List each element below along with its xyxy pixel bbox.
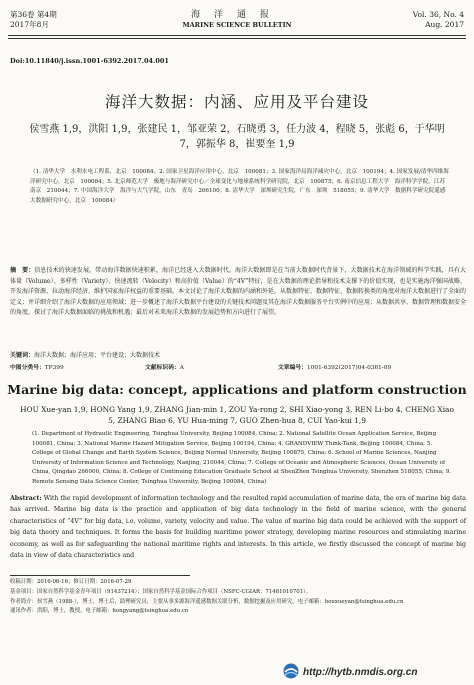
volume-issue-cn: 第36卷 第4期 (10, 10, 57, 19)
affiliations-cn: （1. 清华大学 水利水电工程系，北京 100084；2. 国家卫星海洋应用中心，北京 100081；3. 国家海洋局海洋减灾中心，北京 100194；4. 国家发展/清华四维海洋研究中心，北京 100084；5. 北京师范大学 极地与海洋研究中心／全球变化与地球系统科学研究院，北京 100875；6. 南京信息工程大学 海洋科学学院，江苏 南京 210044；7. 中国海洋大学 海洋与大气学院，山东 青岛 266100；8. 清华大学 深圳研究生院，广东 深圳 518055；9. 清华大学 数据科学研究院遥感大数据研究中心，北京 100084） (30, 169, 451, 204)
journal-name-cn: 海洋通报 (190, 10, 283, 20)
title-cn: 海洋大数据：内涵、应用及平台建设 (104, 93, 369, 111)
clc-number: 中图分类号：TP399 (10, 365, 64, 371)
watermark (282, 662, 468, 680)
abstract-en-label: Abstract: (10, 495, 42, 502)
article-number: 文章编号：1001-6392(2017)04-0361-09 (278, 365, 392, 371)
footnote-corresponding: 通讯作者：洪阳，博士，教授。电子邮箱：hongyang@tsinghua.edu.cn (10, 608, 189, 615)
affiliations-en: (1. Department of Hydraulic Engineering, Tsinghua University, Beijing 100084, China; 2. National Satellite Ocean Application Service, Beijing 100081, China; 3. National Marine Hazard Mitigation Service, Beijing 100194, China; 4. GRANDVIEW Think-Tank, Beijing 100084, China; 5. College of Global Change and Earth System Science, Beijing Normal University, Beijing 100875, China; 6. School of Marine Sciences, Nanjing University of Information Science and Technology, Nanjing, 210044, China; 7. College of Oceanic and Atmospheric Sciences, Ocean University of China, Qingdao 266000, China; 8. College of Continuing Education Graduate School at ShenZhen Tsinghua University, Shenzhen 518055, China; 9. Remote Sensing Data Science Center, Tsinghua University, Beijing 100084, China) (32, 431, 452, 485)
header-rule-2 (8, 38, 466, 39)
doi: Doi:10.11840/j.issn.1001-6392.2017.04.001 (10, 57, 169, 65)
watermark-logo-icon (284, 664, 299, 679)
authors-en: HOU Xue-yan 1,9, HONG Yang 1,9, ZHANG Jian-min 1, ZOU Ya-rong 2, SHI Xiao-yong 3, REN Li-bo 4, CHENG Xiao 5, ZHANG Biao 6, YU Hua-ming 7, GUO Zhen-hua 8, CUI Yao-kui 1,9 (20, 405, 454, 425)
volume-issue-en: Vol. 36, No. 4 (412, 10, 464, 19)
footnote-received: 收稿日期：2016-06-16；修订日期：2016-07-29 (10, 579, 132, 585)
footnote-funding: 基金项目：国家自然科学基金青年项目（91437214）；国家自然科学基金国际合作项目（NSFC-CGIAR：71461010701）。 (10, 588, 312, 595)
journal-name-en: MARINE SCIENCE BULLETIN (182, 21, 292, 29)
abstract-cn-label: 摘 要： (10, 267, 35, 274)
document-code: 文献标识码：A (145, 365, 184, 371)
journal-title-block (0, 9, 474, 30)
keywords-cn (10, 350, 466, 359)
footnote-rule (10, 575, 190, 576)
abstract-cn (10, 266, 466, 319)
abstract-en (10, 493, 466, 561)
footnote-author-bio: 作者简介：侯雪燕（1988-），博士，博士后，助理研究员，主要从事多源海洋遥感数据关联分析，数据挖掘及应用研究。电子邮箱：houxueyan@tsinghua.edu.cn (10, 598, 404, 605)
date-cn: 2017年8月 (10, 20, 49, 29)
keywords-cn-label: 关键词： (10, 352, 35, 359)
title-en: Marine big data: concept, applications and platform construction (7, 382, 467, 397)
header-right (413, 10, 464, 30)
abstract-cn-text: 信息技术的快速发展，带动海洋数据快速积累，海洋已经进入大数据时代。海洋大数据即是在当前大数据时代背景下，大数据技术在海洋领域的科学实践，具有大体量（Volume）、多样性（Variety）、快速流转（Velocity）和高价值（Value）的“4V”特征，是在大数据的理论指导和技术支撑下的价值实现，也是实施海洋强国战略、开发海洋资源、拉动海洋经济、维护国家海洋权益的重要基础。本文讨论了海洋大数据的内涵和外延，从数据特征、数据特征、数据转换类的角度对海洋大数据进行了全面的定义；并详细介绍了海洋大数据的应用领域；进一步概述了海洋大数据平台建设的关键技术问题及其在海洋大数据服务平台实例中的应用；从数据共享、数据管理和数据安全的角度，探讨了海洋大数据面临的挑战和机遇；最后对未来海洋大数据的发展趋势和方向进行了展望。 (10, 267, 467, 317)
footnotes (10, 578, 466, 617)
date-en: Aug. 2017 (425, 20, 464, 29)
header-rule (8, 35, 466, 36)
keywords-cn-text: 海洋大数据；海洋应用；平台建设；大数据技术 (34, 352, 161, 359)
watermark-url: http://hytb.nmdis.org.cn (303, 667, 418, 678)
authors-cn: 侯雪燕 1,9，洪阳 1,9，张建民 1，邹亚荣 2，石晓勇 3，任力波 4，程晓 5，张彪 6，于华明 7，郭振华 8，崔要奎 1,9 (29, 124, 445, 150)
abstract-en-text: With the rapid development of information technology and the resulted rapid accumulation of marine data, the era of marine big data has arrived. Marine big data is the practice and application of big data technology in the field of marine science, with the general characteristics of “4V” for big data, i.e. volume, variety, velocity and value. The value of marine big data could be achieved with the support of big data theory and techniques. It forms the basis for building maritime power strategy, developing marine resources and stimulating marine economy, as well as for safeguarding the national maritime rights and interests. In this article, we firstly discussed the concept of marine big data in view of data characteristics and (10, 495, 466, 560)
